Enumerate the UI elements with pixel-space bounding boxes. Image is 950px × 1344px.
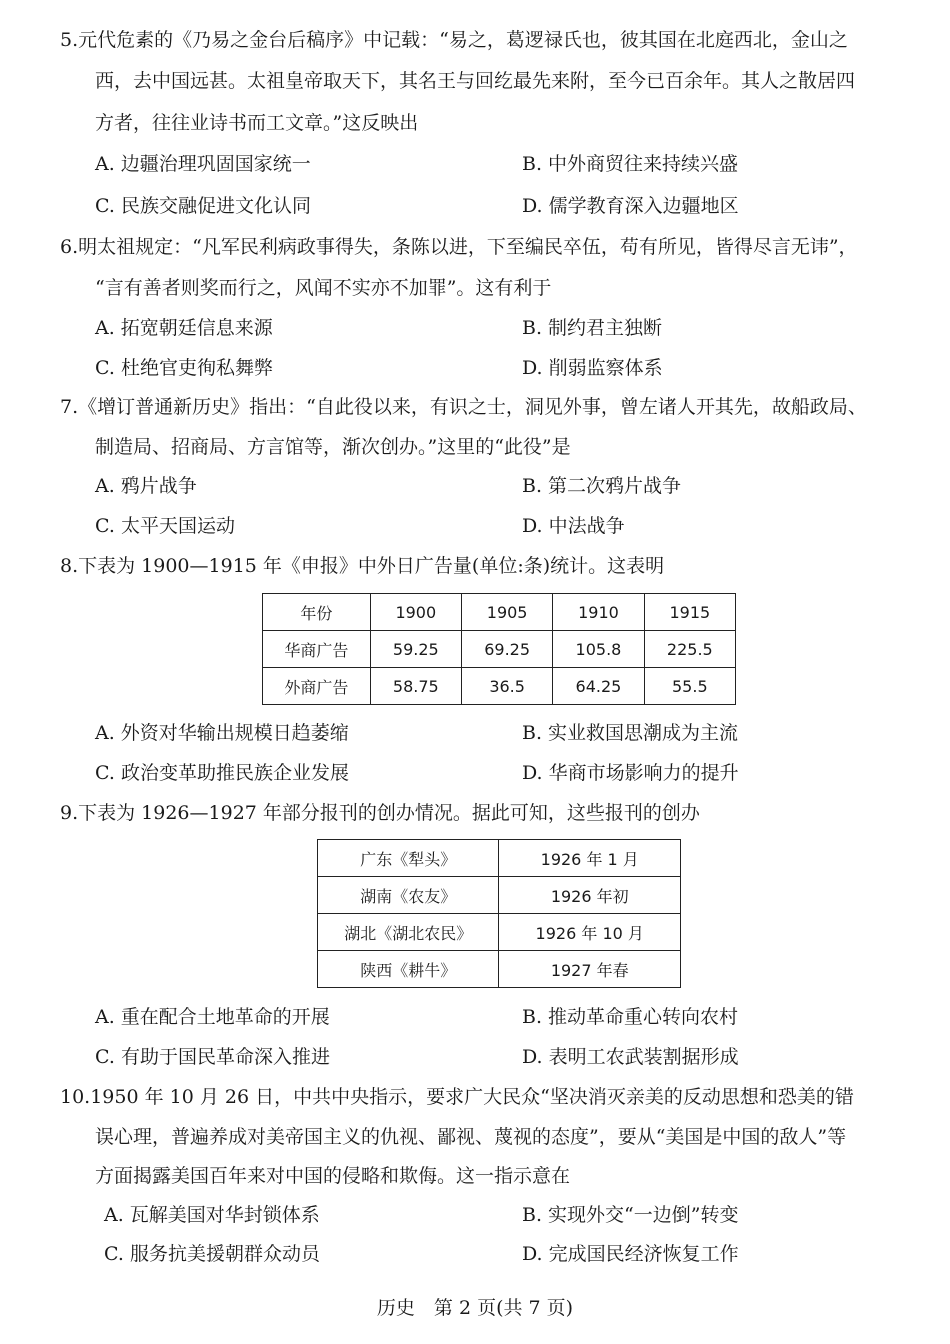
question-8-line-1: 8.下表为 1900—1915 年《申报》中外日广告量(单位:条)统计。这表明: [60, 555, 665, 577]
question-10-line-2: 误心理，普遍养成对美帝国主义的仇视、鄙视、蔑视的态度”，要从“美国是中国的敌人”等: [95, 1126, 847, 1148]
table-cell: 1926 年 1 月: [499, 840, 681, 877]
question-5-option-d: D. 儒学教育深入边疆地区: [522, 195, 739, 217]
page-footer: 历史 第 2 页(共 7 页): [376, 1297, 574, 1319]
question-7-option-d: D. 中法战争: [522, 515, 625, 537]
table-cell: 1900: [370, 594, 461, 631]
question-10-option-c: C. 服务抗美援朝群众动员: [104, 1243, 320, 1265]
question-6-option-d: D. 削弱监察体系: [522, 357, 663, 379]
question-8-option-c: C. 政治变革助推民族企业发展: [95, 762, 349, 784]
question-7-line-1: 7.《增订普通新历史》指出：“自此役以来，有识之士，洞见外事，曾左诸人开其先，故船政局、: [60, 396, 867, 418]
question-6-option-c: C. 杜绝官吏徇私舞弊: [95, 357, 273, 379]
table-cell: 1927 年春: [499, 951, 681, 988]
question-9-option-c: C. 有助于国民革命深入推进: [95, 1046, 330, 1068]
question-8-option-b: B. 实业救国思潮成为主流: [522, 722, 739, 744]
question-5-line-3: 方者，往往业诗书而工文章。”这反映出: [95, 112, 419, 134]
question-8-option-a: A. 外资对华输出规模日趋萎缩: [95, 722, 349, 744]
table-cell: 225.5: [644, 631, 735, 668]
question-10-line-1: 10.1950 年 10 月 26 日，中共中央指示，要求广大民众“坚决消灭亲美的反动思想和恐美的错: [60, 1086, 854, 1108]
question-9-line-1: 9.下表为 1926—1927 年部分报刊的创办情况。据此可知，这些报刊的创办: [60, 802, 700, 824]
table-cell: 69.25: [461, 631, 552, 668]
table-cell: 陕西《耕牛》: [318, 951, 499, 988]
table-cell: 36.5: [461, 668, 552, 705]
table-row: [263, 668, 736, 705]
question-7-line-2: 制造局、招商局、方言馆等，渐次创办。”这里的“此役”是: [95, 436, 571, 458]
question-7-option-a: A. 鸦片战争: [95, 475, 197, 497]
table-header-row: [263, 594, 736, 631]
table-cell: 1926 年 10 月: [499, 914, 681, 951]
question-9-option-a: A. 重在配合土地革命的开展: [95, 1006, 330, 1028]
table-row: [318, 951, 681, 988]
question-8-option-d: D. 华商市场影响力的提升: [522, 762, 739, 784]
table-cell: 1926 年初: [499, 877, 681, 914]
question-5-line-2: 西，去中国远甚。太祖皇帝取天下，其名王与回纥最先来附，至今已百余年。其人之散居四: [95, 70, 856, 92]
table-cell: 广东《犁头》: [318, 840, 499, 877]
table-cell: 年份: [263, 594, 371, 631]
table-cell: 55.5: [644, 668, 735, 705]
table-cell: 1910: [553, 594, 644, 631]
question-6-line-1: 6.明太祖规定：“凡军民利病政事得失，条陈以进，下至编民卒伍，苟有所见，皆得尽言无讳”，: [60, 236, 858, 258]
table-cell: 1915: [644, 594, 735, 631]
table-cell: 64.25: [553, 668, 644, 705]
question-7-option-b: B. 第二次鸦片战争: [522, 475, 682, 497]
question-5-option-c: C. 民族交融促进文化认同: [95, 195, 311, 217]
table-row: [318, 840, 681, 877]
table-row: [318, 914, 681, 951]
question-5-line-1: 5.元代危素的《乃易之金台后稿序》中记载：“易之，葛逻禄氏也，彼其国在北庭西北，金山之: [60, 29, 848, 51]
question-10-option-a: A. 瓦解美国对华封锁体系: [104, 1204, 320, 1226]
question-8-table: [262, 593, 736, 705]
question-5-option-a: A. 边疆治理巩固国家统一: [95, 153, 311, 175]
question-6-option-a: A. 拓宽朝廷信息来源: [95, 317, 273, 339]
table-cell: 湖北《湖北农民》: [318, 914, 499, 951]
question-10-option-b: B. 实现外交“一边倒”转变: [522, 1204, 739, 1226]
table-cell: 华商广告: [263, 631, 371, 668]
table-cell: 1905: [461, 594, 552, 631]
question-10-option-d: D. 完成国民经济恢复工作: [522, 1243, 739, 1265]
question-9-table: [317, 839, 681, 988]
question-5-option-b: B. 中外商贸往来持续兴盛: [522, 153, 739, 175]
question-6-option-b: B. 制约君主独断: [522, 317, 663, 339]
table-cell: 105.8: [553, 631, 644, 668]
table-cell: 59.25: [370, 631, 461, 668]
question-9-option-b: B. 推动革命重心转向农村: [522, 1006, 739, 1028]
question-9-option-d: D. 表明工农武装割据形成: [522, 1046, 739, 1068]
table-cell: 外商广告: [263, 668, 371, 705]
question-10-line-3: 方面揭露美国百年来对中国的侵略和欺侮。这一指示意在: [95, 1165, 571, 1187]
table-cell: 湖南《农友》: [318, 877, 499, 914]
question-7-option-c: C. 太平天国运动: [95, 515, 235, 537]
question-6-line-2: “言有善者则奖而行之，风闻不实亦不加罪”。这有利于: [95, 277, 552, 299]
table-cell: 58.75: [370, 668, 461, 705]
table-row: [318, 877, 681, 914]
table-row: [263, 631, 736, 668]
